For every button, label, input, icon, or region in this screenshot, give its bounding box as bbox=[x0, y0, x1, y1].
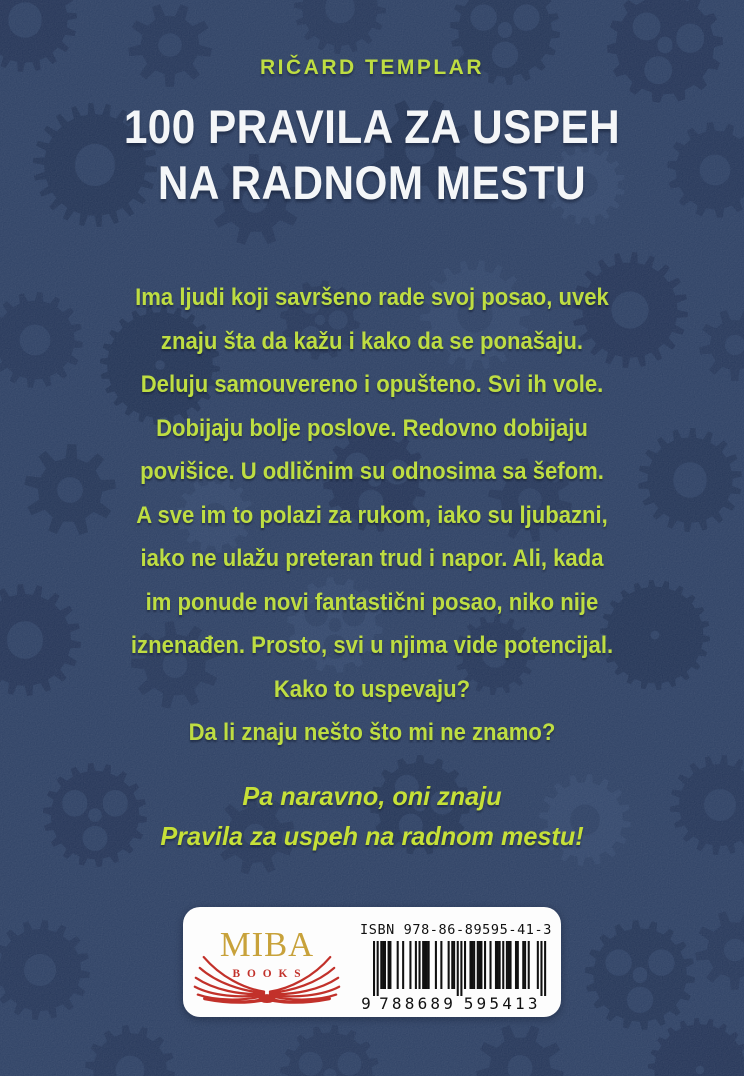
blurb bbox=[30, 276, 714, 755]
blurb-line: im ponude novi fantastični posao, niko nije bbox=[145, 588, 599, 616]
barcode-bar bbox=[460, 941, 462, 996]
barcode-bar bbox=[373, 941, 375, 996]
publisher-logo bbox=[183, 914, 351, 1010]
barcode-bar bbox=[479, 941, 481, 989]
barcode-bar bbox=[497, 941, 499, 989]
barcode-bar bbox=[435, 941, 437, 989]
barcode-digits: 595413 bbox=[463, 993, 541, 1013]
blurb-line: iznenađen. Prosto, svi u njima vide potencijal. bbox=[130, 632, 614, 659]
barcode-bar bbox=[428, 941, 430, 989]
barcode-bar bbox=[540, 941, 542, 996]
blurb-line: Ima ljudi koji savršeno rade svoj posao, uvek bbox=[135, 284, 609, 311]
barcode-bar bbox=[464, 941, 466, 989]
barcode-bar bbox=[473, 941, 475, 989]
barcode-bar bbox=[402, 941, 404, 989]
tagline-line-1: Pa naravno, oni znaju bbox=[242, 781, 502, 811]
publisher-name: MIBA bbox=[219, 926, 315, 965]
title-line-1: 100 PRAVILA ZA USPEH bbox=[123, 100, 621, 153]
barcode-bar bbox=[508, 941, 510, 989]
barcode-bar bbox=[477, 941, 479, 989]
barcode-bar bbox=[537, 941, 539, 989]
publisher-imprint: BOOKS bbox=[232, 967, 308, 980]
blurb-line: iako ne ulažu preteran trud i napor. Ali, kada bbox=[140, 545, 604, 572]
author-name: RIČARD TEMPLAR bbox=[260, 56, 484, 79]
barcode-bar bbox=[495, 941, 497, 989]
blurb-line: Deluju samouvereno i opušteno. Svi ih vole. bbox=[140, 371, 604, 398]
barcode-bar bbox=[384, 941, 386, 989]
barcode-bar bbox=[448, 941, 450, 989]
barcode-bar bbox=[469, 941, 471, 989]
barcode-bar bbox=[480, 941, 482, 989]
barcode-bar bbox=[457, 941, 459, 996]
isbn-text: ISBN 978-86-89595-41-3 bbox=[359, 921, 552, 938]
title-line-2: NA RADNOM MESTU bbox=[157, 156, 587, 209]
barcode-bar bbox=[510, 941, 512, 989]
barcode-bar bbox=[389, 941, 391, 989]
barcode-bar bbox=[388, 941, 390, 989]
barcode-bar bbox=[544, 941, 546, 996]
barcode-bar bbox=[382, 941, 384, 989]
barcode-digits: 9 bbox=[361, 993, 371, 1013]
barcode-bar bbox=[524, 941, 526, 989]
barcode-bar bbox=[515, 941, 517, 989]
barcode-bar bbox=[522, 941, 524, 989]
blurb-line: A sve im to polazi za rukom, iako su ljubazni, bbox=[136, 501, 608, 529]
ean-barcode bbox=[361, 941, 551, 1013]
barcode-bar bbox=[426, 941, 428, 989]
tagline bbox=[11, 776, 733, 856]
publisher-isbn-label bbox=[183, 907, 561, 1017]
barcode-bar bbox=[471, 941, 473, 989]
barcode-bar bbox=[506, 941, 508, 989]
blurb-line: Kako to uspevaju? bbox=[273, 675, 471, 703]
barcode-bar bbox=[424, 941, 426, 989]
barcode-bar bbox=[502, 941, 504, 989]
book-title bbox=[37, 99, 707, 211]
miba-books-logo bbox=[183, 914, 351, 1010]
barcode-bar bbox=[440, 941, 442, 989]
barcode-bar bbox=[419, 941, 421, 989]
barcode-bar bbox=[409, 941, 411, 989]
barcode-column bbox=[351, 912, 561, 1013]
barcode-bar bbox=[451, 941, 453, 989]
blurb-line: povišice. U odličnim su odnosima sa šefom. bbox=[140, 458, 604, 485]
barcode-bar bbox=[499, 941, 501, 989]
barcode-bar bbox=[380, 941, 382, 989]
barcode-bar bbox=[528, 941, 530, 989]
barcode-bar bbox=[453, 941, 455, 989]
barcode-bar bbox=[397, 941, 399, 989]
barcode-bar bbox=[377, 941, 379, 996]
blurb-line: znaju šta da kažu i kako da se ponašaju. bbox=[160, 327, 584, 355]
barcode-bar bbox=[517, 941, 519, 989]
logo-book-spine-dot bbox=[259, 994, 276, 1003]
barcode-bar bbox=[489, 941, 491, 989]
barcode-bar bbox=[415, 941, 417, 989]
barcode-digits: 788689 bbox=[379, 993, 457, 1013]
tagline-line-2: Pravila za uspeh na radnom mestu! bbox=[160, 821, 584, 851]
blurb-line: Dobijaju bolje poslove. Redovno dobijaju bbox=[156, 414, 588, 442]
barcode-bar bbox=[422, 941, 424, 989]
barcode-bar bbox=[484, 941, 486, 989]
blurb-line: Da li znaju nešto što mi ne znamo? bbox=[188, 719, 556, 746]
